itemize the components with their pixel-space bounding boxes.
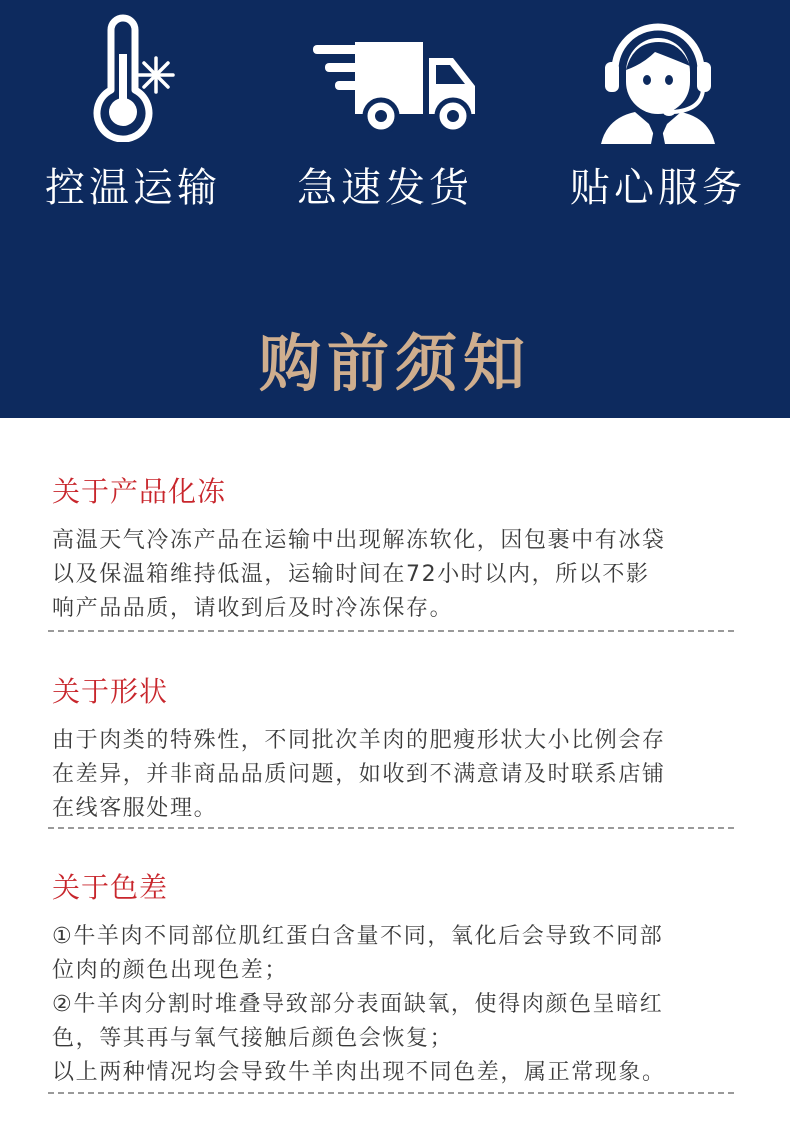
section-heading: 关于色差: [52, 871, 169, 904]
customer-service-agent-icon: [593, 12, 723, 147]
text-line: 色，等其再与氧气接触后颜色会恢复；: [52, 1026, 454, 1051]
feature-label: 贴心服务: [570, 165, 746, 211]
feature-caring-service: [528, 0, 788, 230]
page-title: 购前须知: [258, 327, 531, 400]
feature-label: 控温运输: [45, 165, 221, 211]
section-heading: 关于形状: [52, 675, 169, 708]
text-line: 以及保温箱维持低温，运输时间在72小时以内，所以不影: [52, 562, 650, 587]
delivery-truck-icon: [285, 12, 485, 147]
section-body: [52, 920, 742, 1090]
section-heading: 关于产品化冻: [52, 475, 227, 508]
section-body: [52, 724, 742, 826]
section-color-difference: [52, 866, 742, 1090]
dashed-divider: [48, 630, 734, 632]
dashed-divider: [48, 1092, 734, 1094]
section-shape: [52, 670, 742, 826]
top-banner: [0, 0, 790, 418]
feature-temperature-control: [3, 0, 263, 230]
dashed-divider: [48, 827, 734, 829]
feature-fast-delivery: [255, 0, 515, 230]
thermometer-snowflake-icon: [73, 12, 193, 142]
text-line: ②牛羊肉分割时堆叠导致部分表面缺氧，使得肉颜色呈暗红: [52, 992, 664, 1017]
text-line: 在线客服处理。: [52, 796, 218, 821]
section-product-thawing: [52, 470, 742, 626]
text-line: 高温天气冷冻产品在运输中出现解冻软化，因包裹中有冰袋: [52, 528, 666, 553]
notice-content: [0, 418, 790, 1125]
text-line: ①牛羊肉不同部位肌红蛋白含量不同，氧化后会导致不同部: [52, 924, 664, 949]
text-line: 在差异，并非商品品质问题，如收到不满意请及时联系店铺: [52, 762, 666, 787]
text-line: 位肉的颜色出现色差；: [52, 958, 289, 983]
section-body: [52, 524, 742, 626]
text-line: 以上两种情况均会导致牛羊肉出现不同色差，属正常现象。: [52, 1060, 666, 1085]
text-line: 由于肉类的特殊性，不同批次羊肉的肥瘦形状大小比例会存: [52, 728, 666, 753]
text-line: 响产品品质，请收到后及时冷冻保存。: [52, 596, 454, 621]
feature-label: 急速发货: [297, 165, 473, 211]
